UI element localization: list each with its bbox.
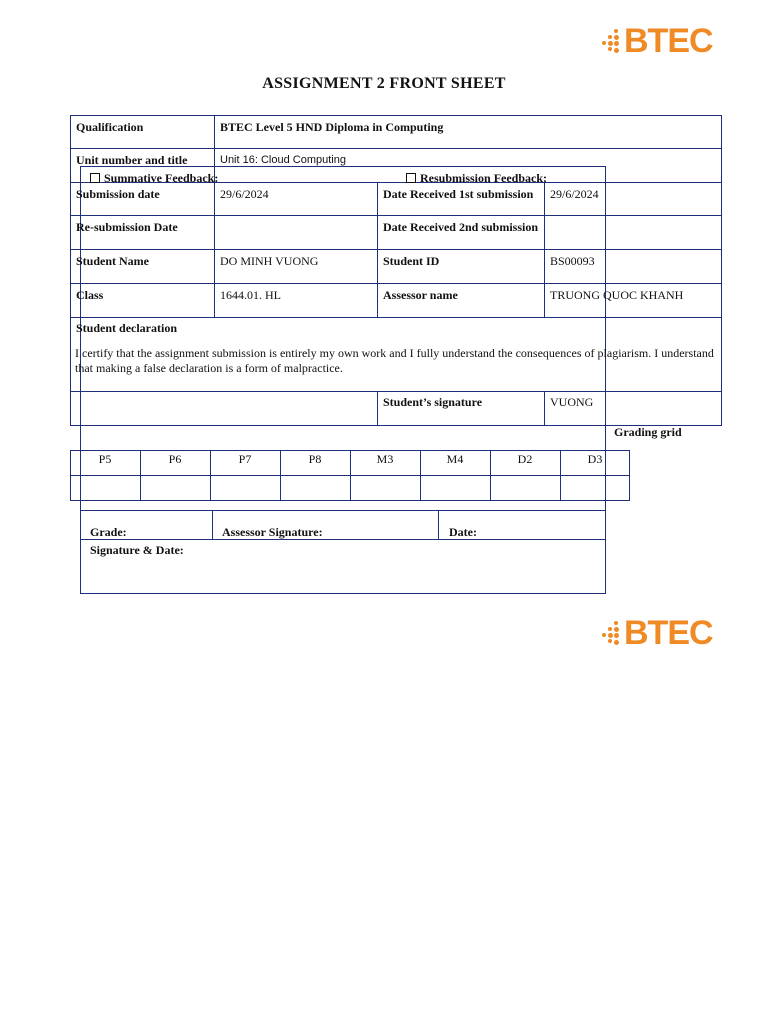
resubmission-feedback-checkbox[interactable]: Resubmission Feedback: [406, 171, 547, 185]
declaration-text: I certify that the assignment submission is entirely my own work and I fully understand the consequences of plagiarism. I understand that making a false declaration is a form of malpractice. [75, 346, 714, 375]
grade-criterion-m3: M3 [376, 452, 394, 466]
class-value: 1644.01. HL [220, 288, 281, 302]
assessor-label: Assessor name [383, 288, 458, 302]
checkbox-icon [90, 173, 100, 183]
checkbox-icon [406, 173, 416, 183]
grade-criterion-d3: D3 [587, 452, 603, 466]
student-name-value: DO MINH VUONG [220, 254, 319, 268]
student-signature-value: VUONG [550, 395, 594, 409]
logo-text: BTEC [624, 22, 713, 60]
assessor-signature-label: Assessor Signature: [222, 525, 323, 539]
date-received-1-label: Date Received 1st submission [383, 187, 534, 201]
student-signature-label: Student’s signature [383, 395, 483, 409]
grade-criterion-p7: P7 [238, 452, 252, 466]
logo-dots-icon [600, 619, 622, 649]
student-id-label: Student ID [383, 254, 440, 268]
date-label: Date: [449, 525, 477, 539]
student-name-label: Student Name [76, 254, 150, 268]
date-received-2-label: Date Received 2nd submission [383, 220, 539, 234]
date-received-1-value: 29/6/2024 [550, 187, 599, 201]
submission-date-value: 29/6/2024 [220, 187, 269, 201]
signature-date-label: Signature & Date: [90, 543, 184, 557]
grade-label: Grade: [90, 525, 127, 539]
grade-criterion-m4: M4 [446, 452, 464, 466]
unit-label: Unit number and title [76, 153, 188, 167]
logo-text: BTEC [624, 614, 713, 652]
summative-feedback-checkbox[interactable]: Summative Feedback: [90, 171, 218, 185]
assessor-value: TRUONG QUOC KHANH [550, 288, 684, 302]
grade-criterion-p8: P8 [308, 452, 322, 466]
grade-criterion-p5: P5 [98, 452, 112, 466]
btec-logo-bottom [600, 614, 713, 653]
resubmission-date-label: Re-submission Date [76, 220, 178, 234]
qualification-label: Qualification [76, 120, 144, 134]
unit-value: Unit 16: Cloud Computing [220, 154, 346, 166]
class-label: Class [76, 288, 104, 302]
btec-logo-top [600, 22, 713, 61]
declaration-heading: Student declaration [76, 321, 178, 335]
page-title: ASSIGNMENT 2 FRONT SHEET [262, 75, 506, 92]
grading-grid-title: Grading grid [614, 425, 682, 439]
submission-date-label: Submission date [76, 187, 160, 201]
grade-criterion-d2: D2 [517, 452, 533, 466]
qualification-value: BTEC Level 5 HND Diploma in Computing [220, 120, 444, 134]
grade-criterion-p6: P6 [168, 452, 182, 466]
student-id-value: BS00093 [550, 254, 595, 268]
logo-dots-icon [600, 27, 622, 57]
